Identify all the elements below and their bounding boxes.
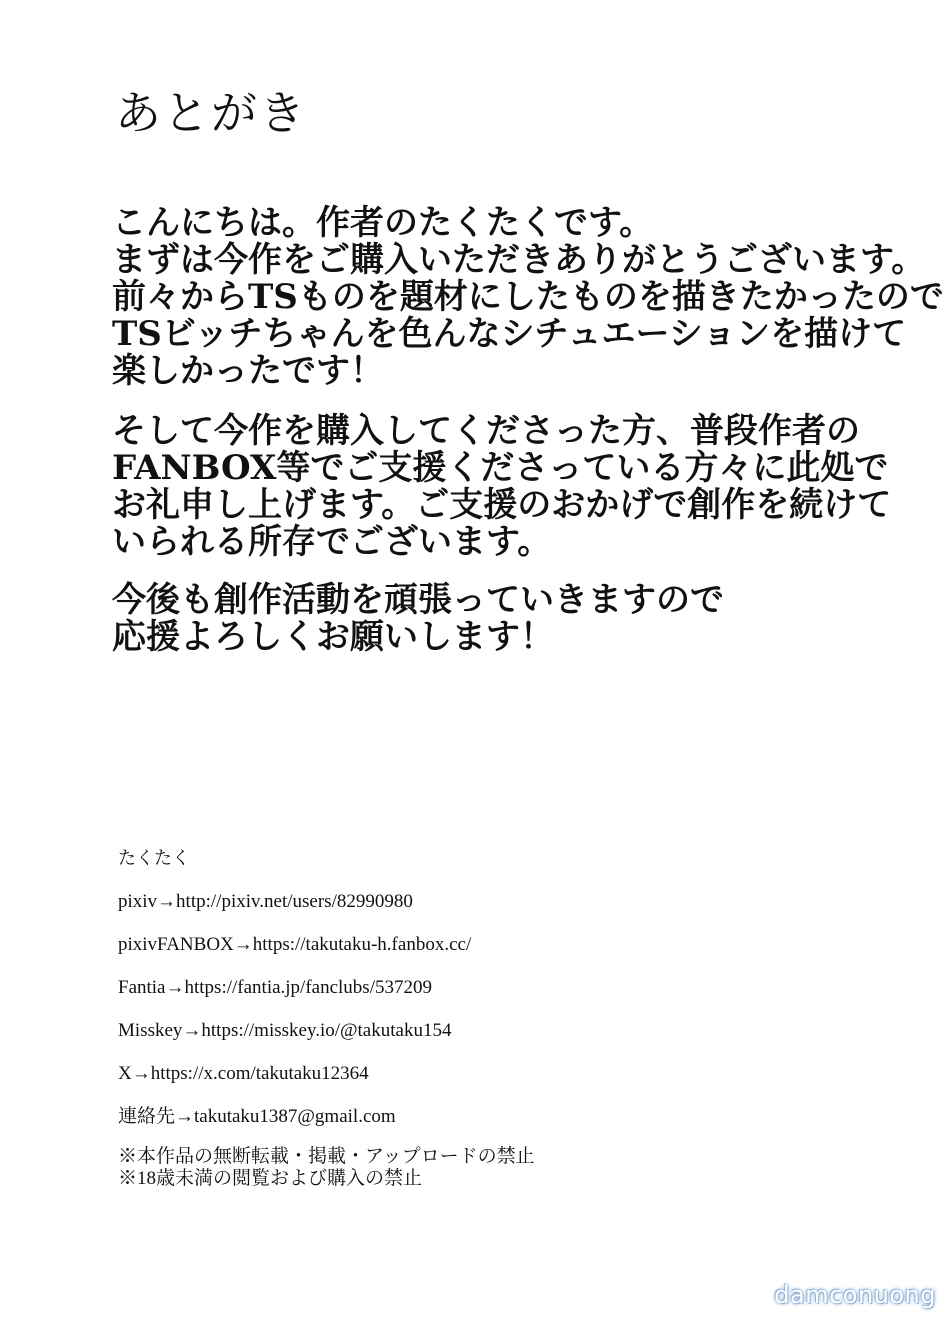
paragraph-line: 楽しかったです！ [112,351,384,391]
age-restriction-notice: ※18歳未満の閲覧および購入の禁止 [118,1168,423,1189]
paragraph-line: まずは今作をご購入いただきありがとうございます。 [112,240,926,280]
reproduction-notice: ※本作品の無断転載・掲載・アップロードの禁止 [118,1146,535,1167]
contact-email[interactable]: 連絡先→takutaku1387@gmail.com [118,1106,396,1127]
afterword-paragraph-3 [112,582,912,656]
fantia-link[interactable]: Fantia→https://fantia.jp/fanclubs/537209 [118,977,432,998]
fanbox-link[interactable]: pixivFANBOX→https://takutaku-h.fanbox.cc/ [118,934,472,955]
paragraph-line: TSビッチちゃんを色んなシチュエーションを描けて [112,314,907,354]
page-title: あとがき [115,86,307,140]
paragraph-line: 応援よろしくお願いします！ [112,617,554,657]
misskey-link[interactable]: Misskey→https://misskey.io/@takutaku154 [118,1020,452,1041]
paragraph-line: こんにちは。作者のたくたくです。 [112,203,654,243]
pixiv-link[interactable]: pixiv→http://pixiv.net/users/82990980 [118,891,413,912]
afterword-paragraph-1 [112,203,944,391]
afterword-paragraph-2 [112,413,912,561]
paragraph-line: いられる所存でございます。 [112,522,552,562]
x-link[interactable]: X→https://x.com/takutaku12364 [118,1063,369,1084]
paragraph-line: FANBOX等でご支援くださっている方々に此処で [112,448,889,488]
paragraph-line: 今後も創作活動を頑張っていきますので [112,580,724,620]
author-name: たくたく [118,848,190,868]
paragraph-line: そして今作を購入してくださった方、普段作者の [112,411,860,451]
paragraph-line: 前々からTSものを題材にしたものを描きたかったので [112,277,944,317]
watermark-logo: damconuong [774,1281,936,1309]
paragraph-line: お礼申し上げます。ご支援のおかげで創作を続けて [112,485,892,525]
